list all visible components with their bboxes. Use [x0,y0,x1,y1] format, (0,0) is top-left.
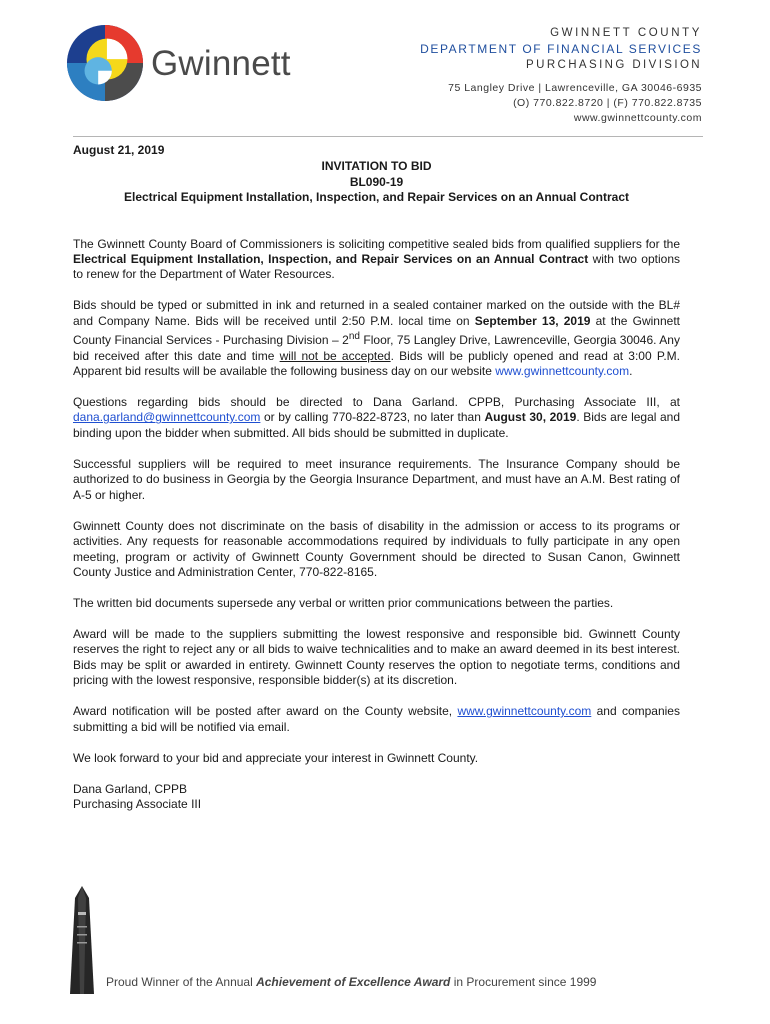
paragraph-questions: Questions regarding bids should be directed to Dana Garland. CPPB, Purchasing Associate III, at dana.garland@gwinnettcounty.com or by calling 770-822-8723, no later than August 30, 2019. Bids are legal and binding upon the bidder when submitted. All bids should be submitted in duplicate. [73,395,681,440]
email-link[interactable]: dana.garland@gwinnettcounty.com [73,410,261,425]
question-deadline: August 30, 2019 [484,410,577,425]
header-divider [73,136,703,137]
award-trophy-icon [66,886,98,994]
paragraph-intro: The Gwinnett County Board of Commissioners is soliciting competitive sealed bids from qualified suppliers for the Electrical Equipment Installation, Inspection, and Repair Services on an Annual Contract with two options to renew for the Department of Water Resources. [73,236,680,282]
due-date: September 13, 2019 [474,313,591,328]
contract-name: Electrical Equipment Installation, Inspection, and Repair Services on an Annual Contract [73,252,589,267]
division-name: PURCHASING DIVISION [526,59,702,71]
signature-name: Dana Garland, CPPB [73,781,188,796]
not-accepted-text: will not be accepted [279,348,391,363]
gwinnett-logo [66,24,144,102]
website[interactable]: www.gwinnettcounty.com [573,112,702,124]
paragraph-notification: Award notification will be posted after award on the County website, www.gwinnettcounty.com and companies submitting a bid will be notified via email. [73,704,680,734]
paragraph-award: Award will be made to the suppliers submitting the lowest responsive and responsible bid. Gwinnett County reserves the right to reject any or all bids to waive technicalities and to make an award deemed in its best interest. Bids may be split or awarded in entirety. Gwinnett County reserves the option to negotiate terms, conditions and pricing with the lowest responsive, responsible bidder(s) at its discretion. [73,626,680,688]
paragraph-insurance: Successful suppliers will be required to meet insurance requirements. The Insurance Company should be authorized to do business in Georgia by the Georgia Insurance Department, and must have an A.M. Best rating of A-5 or higher. [73,456,680,502]
title-line-2: BL090-19 [349,174,404,189]
phone-fax: (O) 770.822.8720 | (F) 770.822.8735 [513,97,702,109]
paragraph-submission: Bids should be typed or submitted in ink and returned in a sealed container marked on the outside with the BL# and Company Name. Bids will be received until 2:50 P.M. local time on September 13, 2019 at the Gwinnett County Financial Services - Purchasing Division – 2nd Floor, 75 Langley Drive, Lawrenceville, Georgia 30046. Any bid received after this date and time will not be accepted. Bids will be publicly opened and read at 3:00 P.M. Apparent bid results will be available the following business day on our website www.gwinnettcounty.com. [73,298,680,379]
award-name: Achievement of Excellence Award [256,975,451,989]
department-name: DEPARTMENT OF FINANCIAL SERVICES [420,42,702,56]
website-link[interactable]: www.gwinnettcounty.com [495,364,630,379]
title-line-3: Electrical Equipment Installation, Inspection, and Repair Services on an Annual Contract [124,190,629,205]
letter-body [73,141,680,812]
letterhead [420,25,702,126]
county-name: GWINNETT COUNTY [550,27,702,39]
paragraph-supersede: The written bid documents supersede any verbal or written prior communications between the parties. [73,595,614,610]
paragraph-closing: We look forward to your bid and appreciate your interest in Gwinnett County. [73,750,479,765]
address: 75 Langley Drive | Lawrenceville, GA 30046-6935 [448,82,702,94]
website-link-2[interactable]: www.gwinnettcounty.com [457,704,592,719]
title-line-1: INVITATION TO BID [321,159,432,174]
paragraph-accessibility: Gwinnett County does not discriminate on the basis of disability in the admission or access to its programs or activities. Any requests for reasonable accommodations required by individuals to fully participate in any open meeting, program or activity of Gwinnett County Government should be directed to Susan Canon, Gwinnett County Justice and Administration Center, 770-822-8165. [73,518,680,579]
brand-name: Gwinnett [151,44,291,83]
award-footer: Proud Winner of the Annual Achievement of Excellence Award in Procurement since 1999 [106,975,597,989]
signature-role: Purchasing Associate III [73,796,202,811]
letter-date: August 21, 2019 [73,143,165,157]
